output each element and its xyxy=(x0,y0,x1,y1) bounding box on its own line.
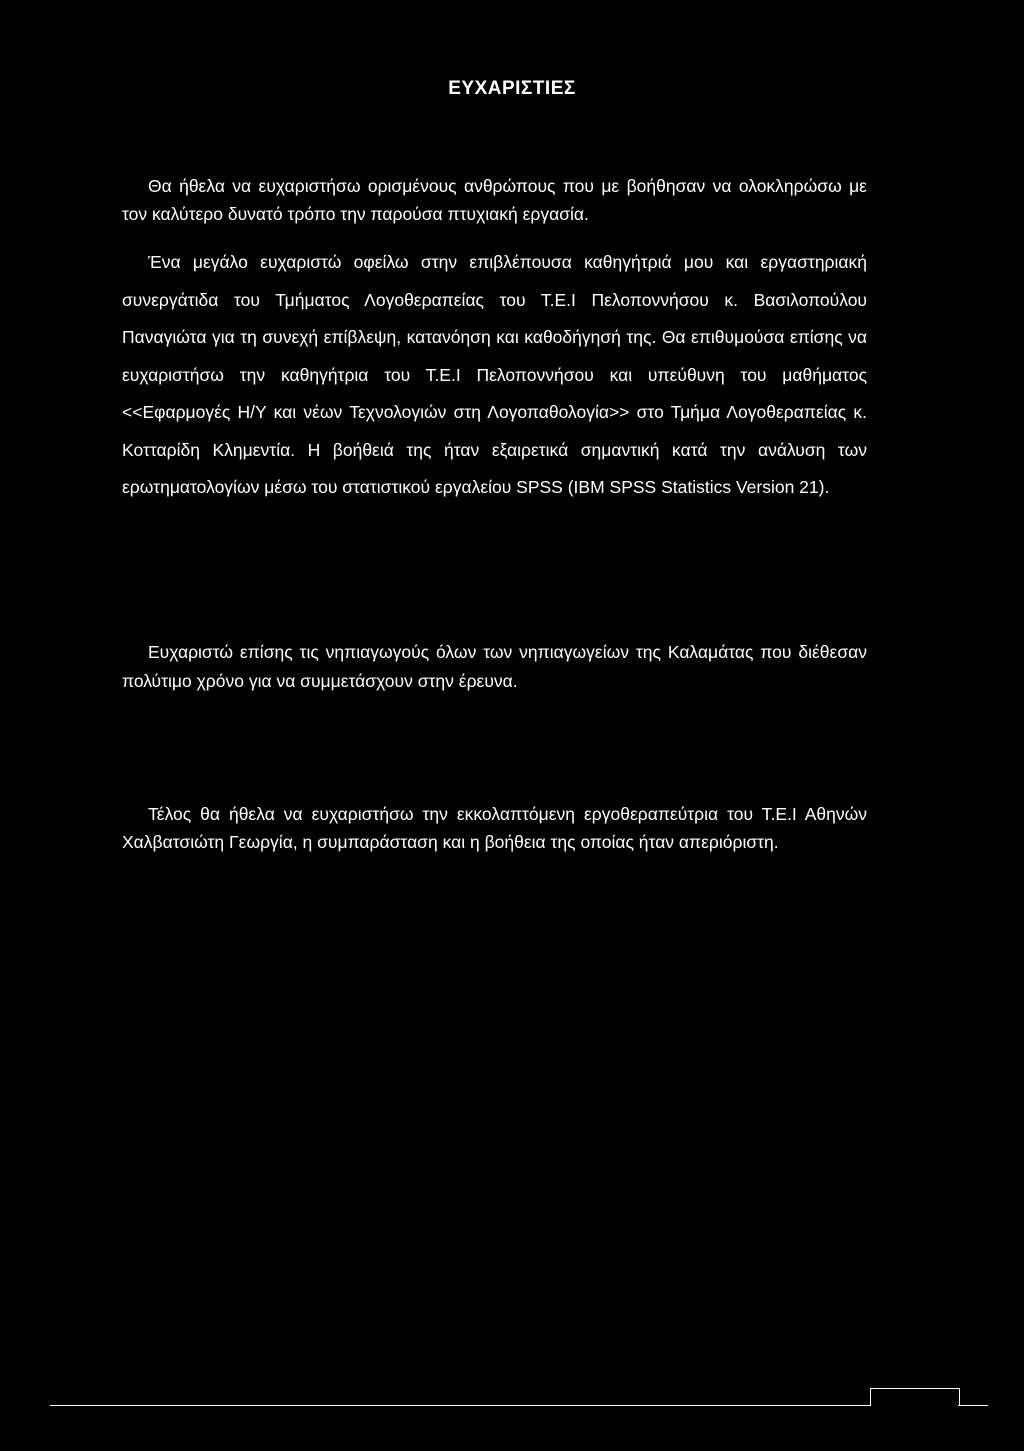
paragraph-intro xyxy=(122,172,867,228)
paragraph-intro-text: Θα ήθελα να ευχαριστήσω ορισμένους ανθρώπους που με βοήθησαν να ολοκληρώσω με τον καλύτερο δυνατό τρόπο την παρούσα πτυχιακή εργασία. xyxy=(122,176,867,224)
paragraph-teachers-text: Ευχαριστώ επίσης τις νηπιαγωγούς όλων των νηπιαγωγείων της Καλαμάτας που διέθεσαν πολύτιμο χρόνο για να συμμετάσχουν στην έρευνα. xyxy=(122,642,867,691)
footer-page-box xyxy=(870,1388,960,1406)
paragraph-closing xyxy=(122,800,867,856)
page-title: ΕΥΧΑΡΙΣΤΙΕΣ xyxy=(448,78,576,99)
paragraph-supervisor xyxy=(122,244,867,507)
paragraph-teachers xyxy=(122,638,867,696)
footer-divider xyxy=(50,1405,870,1406)
paragraph-closing-text: Τέλος θα ήθελα να ευχαριστήσω την εκκολαπτόμενη εργοθεραπεύτρια του Τ.Ε.Ι Αθηνών Χαλβατσιώτη Γεωργία, η συμπαράσταση και η βοήθεια της οποίας ήταν απεριόριστη. xyxy=(122,804,867,852)
footer-divider-end xyxy=(958,1405,988,1406)
paragraph-supervisor-text: Ένα μεγάλο ευχαριστώ οφείλω στην επιβλέπουσα καθηγήτριά μου και εργαστηριακή συνεργάτιδα του Τμήματος Λογοθεραπείας του Τ.Ε.Ι Πελοποννήσου κ. Βασιλοπούλου Παναγιώτα για τη συνεχή επίβλεψη, κατανόηση και καθοδήγησή της. Θα επιθυμούσα επίσης να ευχαριστήσω την καθηγήτρια του Τ.Ε.Ι Πελοποννήσου και υπεύθυνη του μαθήματος <<Εφαρμογές Η/Υ και νέων Τεχνολογιών στη Λογοπαθολογία>> στο Τμήμα Λογοθεραπείας κ. Κοτταρίδη Κλημεντία. Η βοήθειά της ήταν εξαιρετικά σημαντική κατά την ανάλυση των ερωτηματολογίων μέσω του στατιστικού εργαλείου SPSS (IBM SPSS Statistics Version 21). xyxy=(122,252,867,497)
